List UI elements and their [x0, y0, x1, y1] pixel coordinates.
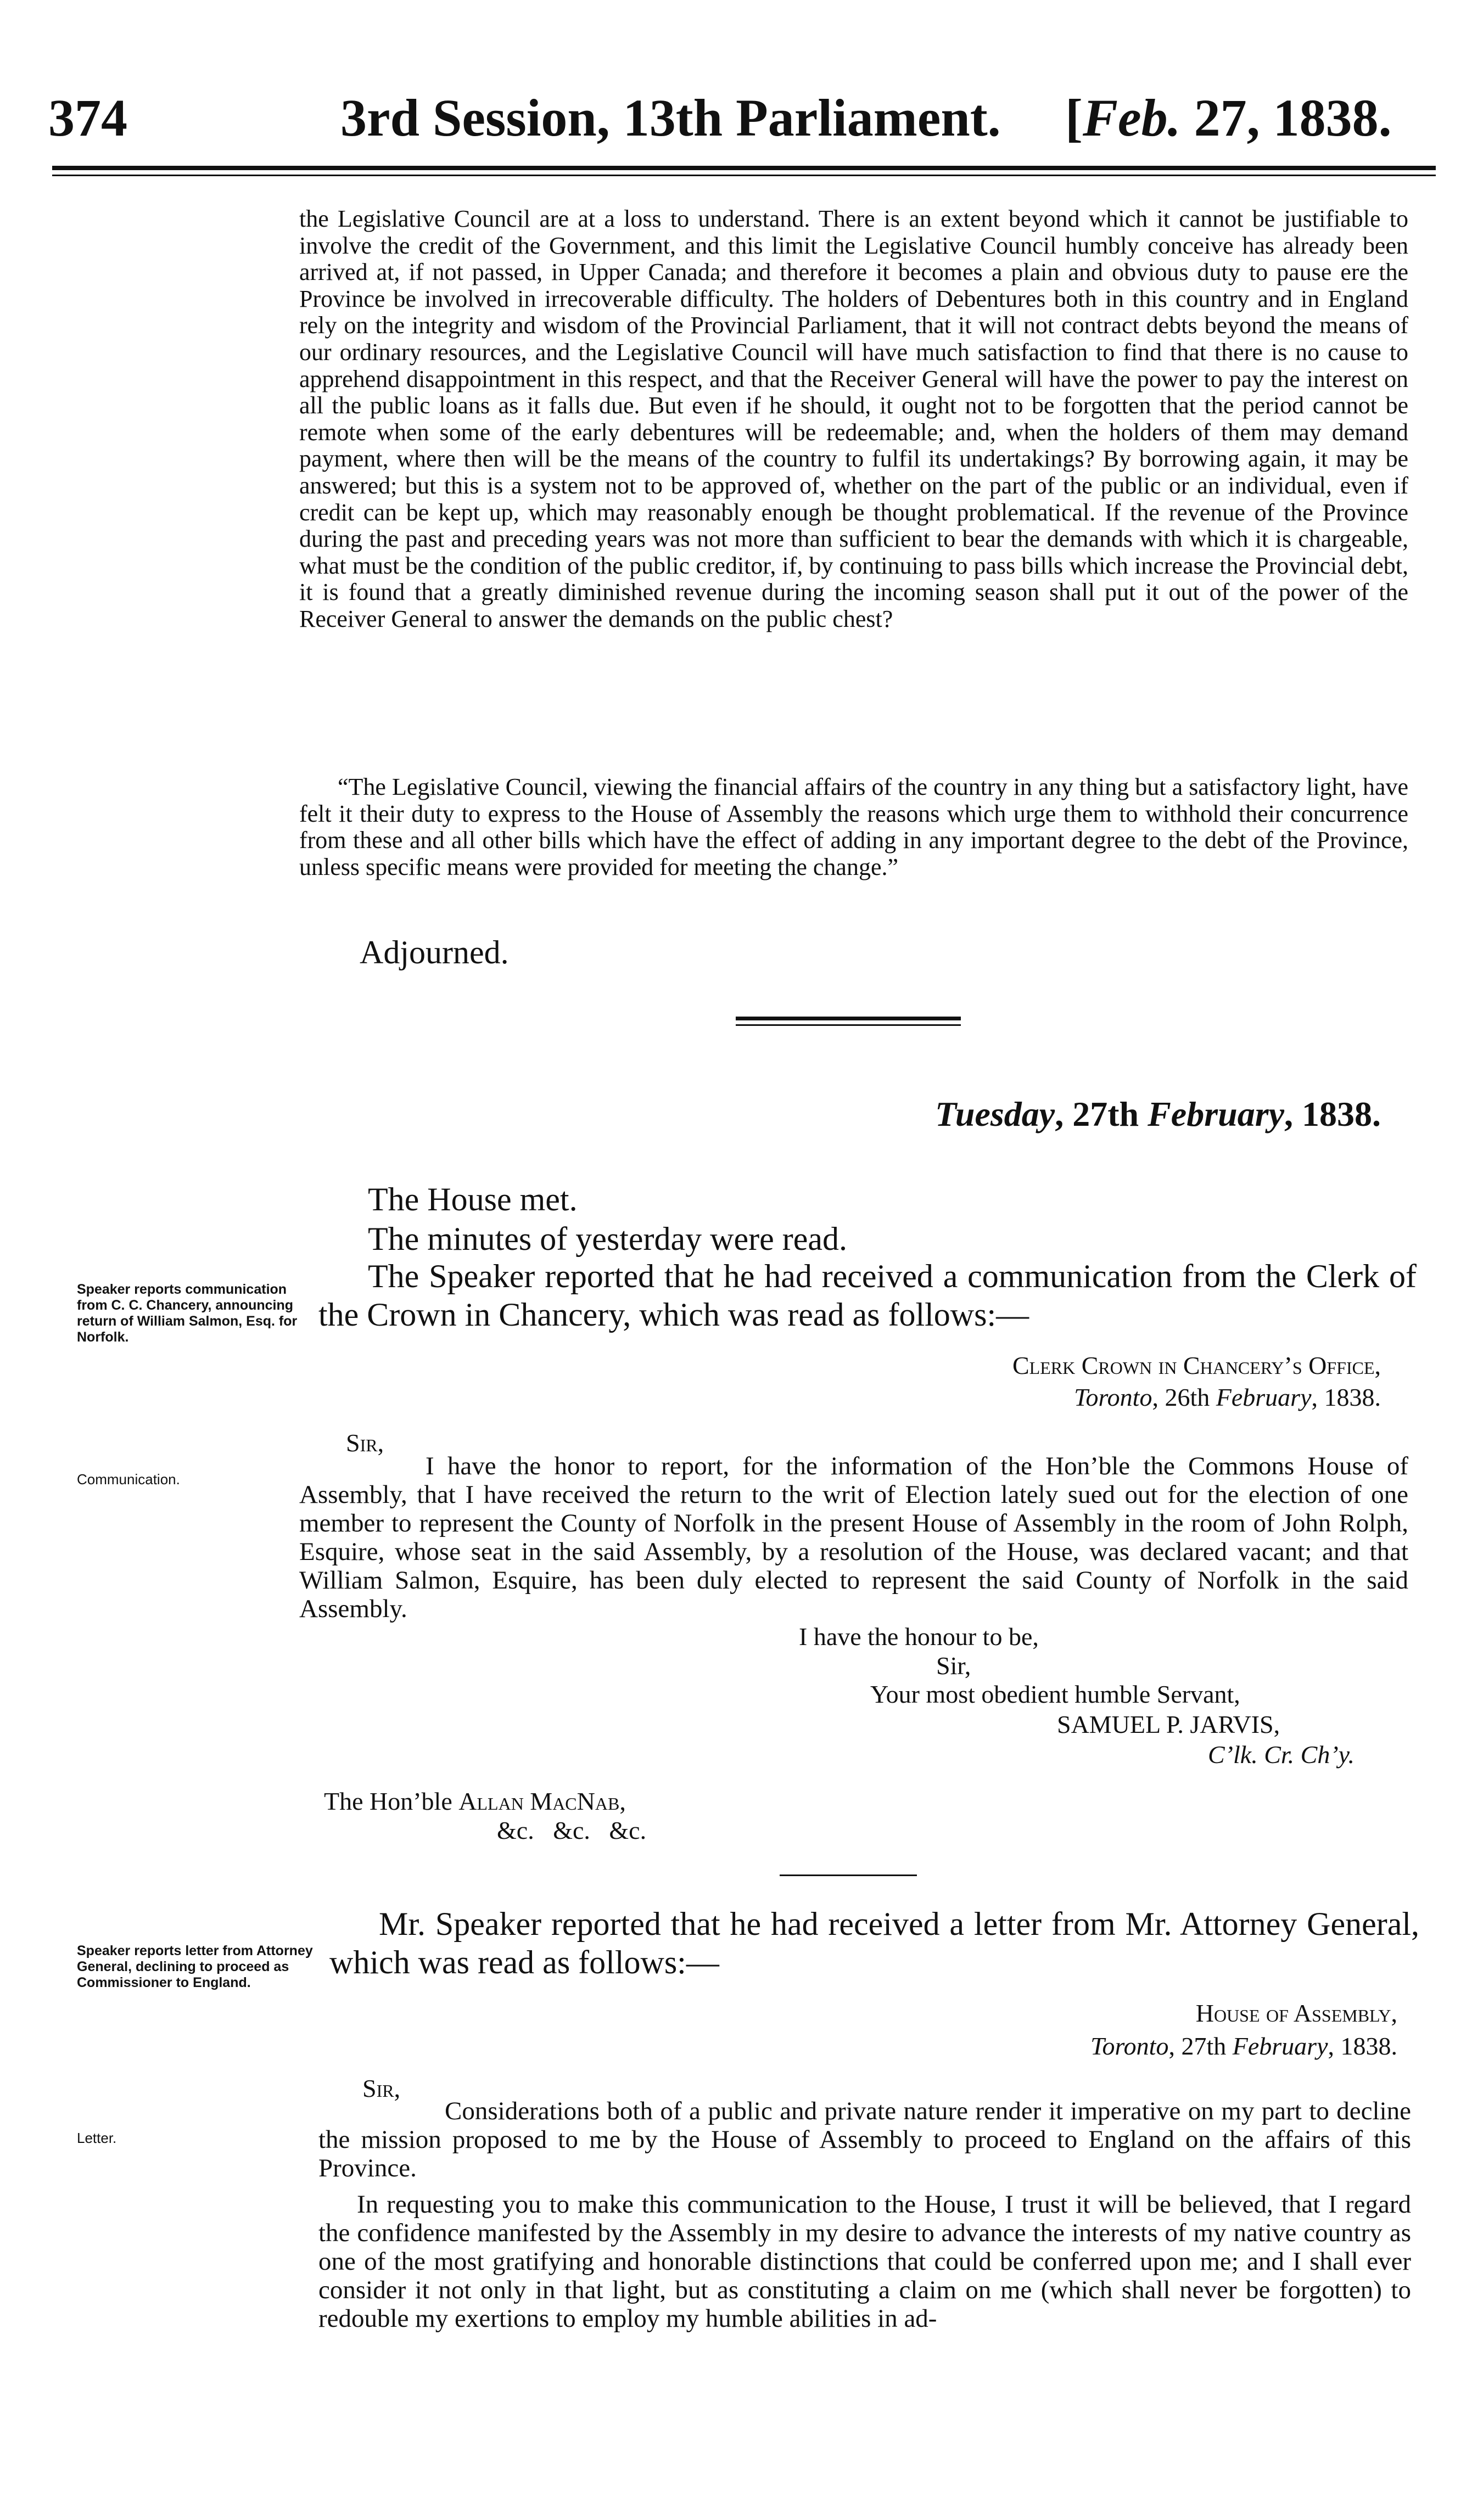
- header-rule-thick: [52, 166, 1436, 170]
- council-closing-paragraph: “The Legislative Council, viewing the financial affairs of the country in any thing but a satisfactory light, have felt it their duty to express to the House of Assembly the reasons which urge them to withhold their concurrence from these and all other bills which have the effect of adding in any important degree to the debt of the Province, unless specific means were provided for meeting the change.”: [299, 773, 1408, 880]
- header-date-rest: 27, 1838.: [1180, 88, 1392, 147]
- letter-salutation: Sir,: [362, 2074, 401, 2102]
- sitting-year: , 1838.: [1284, 1095, 1381, 1133]
- letter-place: Toronto: [1090, 2032, 1169, 2060]
- header-date-month: Feb.: [1082, 88, 1181, 147]
- communication-body: I have the honor to report, for the information of the Hon’ble the Commons House of Assembly, that I have received the return to the writ of Election lately sued out for the election of one member to represent the County of Norfolk in the present House of Assembly in the room of John Rolph, Esquire, whose seat in the said Assembly, by a resolution of the House, was declared vacant; and that William Salmon, Esquire, has been duly elected to represent the said County of Norfolk in the said Assembly.: [299, 1452, 1408, 1623]
- addressee-prefix: The Hon’ble: [324, 1787, 459, 1815]
- short-divider: [780, 1874, 917, 1876]
- letter-place-header: House of Assembly,: [1195, 1999, 1397, 2027]
- letter-date: [659, 2031, 1397, 2062]
- attorney-intro: Mr. Speaker reported that he had received a letter from Mr. Attorney General, which was read as follows:—: [329, 1906, 1419, 1980]
- signature-name: SAMUEL P. JARVIS,: [1057, 1710, 1280, 1738]
- sitting-date: [659, 1092, 1381, 1136]
- communication-office: Clerk Crown in Chancery’s Office,: [1012, 1351, 1381, 1379]
- closing-honour: I have the honour to be,: [799, 1623, 1039, 1651]
- communication-date-month: February: [1216, 1383, 1312, 1411]
- communication-date: [659, 1382, 1381, 1413]
- closing-servant: Your most obedient humble Servant,: [870, 1680, 1240, 1708]
- session-title: 3rd Session, 13th Parliament.: [340, 88, 1001, 147]
- communication-salutation: Sir,: [346, 1429, 384, 1457]
- sitting-date-mid: , 27th: [1055, 1095, 1148, 1133]
- page-number: 374: [48, 88, 127, 147]
- closing-sir: Sir,: [936, 1652, 971, 1680]
- letter-date-day: , 27th: [1168, 2032, 1233, 2060]
- header-rule-thin: [52, 175, 1436, 176]
- addressee-name: Allan MacNab,: [458, 1787, 626, 1815]
- adjourned: Adjourned.: [360, 934, 509, 970]
- margin-note-attorney: Speaker reports letter from Attorney General, declining to proceed as Commissioner to England.: [77, 1943, 313, 1990]
- addressee: [324, 1787, 626, 1816]
- letter-body-2: In requesting you to make this communication to the House, I trust it will be believed, that I regard the confidence manifested by the Assembly in my desire to advance the interests of my native country as one of the most gratifying and honorable distinctions that could be conferred upon me; and I shall ever consider it not only in that light, but as constituting a claim on me (which shall never be forgotten) to redouble my exertions to employ my humble abilities in ad-: [318, 2190, 1411, 2333]
- letter-body-1: Considerations both of a public and private nature render it imperative on my part to decline the mission proposed to me by the House of Assembly to proceed to England on the affairs of this Province.: [318, 2097, 1411, 2182]
- section-divider-thin: [736, 1024, 961, 1026]
- communication-place: Toronto: [1074, 1383, 1152, 1411]
- communication-date-year: , 1838.: [1311, 1383, 1381, 1411]
- letter-date-year: , 1838.: [1328, 2032, 1397, 2060]
- communication-date-day: , 26th: [1152, 1383, 1216, 1411]
- margin-note-return: Speaker reports communication from C. C. Chancery, announcing return of William Salmon, Esq. for Norfolk.: [77, 1282, 298, 1345]
- speaker-report: The Speaker reported that he had received a communication from the Clerk of the Crown in Chancery, which was read as follows:—: [318, 1258, 1417, 1333]
- signature-title: C’lk. Cr. Ch’y.: [1208, 1741, 1355, 1769]
- section-divider-thick: [736, 1017, 961, 1020]
- margin-note-letter: Letter.: [77, 2130, 117, 2146]
- council-paragraph: the Legislative Council are at a loss to understand. There is an extent beyond which it cannot be justifiable to involve the credit of the Government, and this limit the Legislative Council humbly conceive has already been arrived at, if not passed, in Upper Canada; and therefore it becomes a plain and obvious duty to pause ere the Province be involved in irrecoverable difficulty. The holders of Debentures both in this country and in England rely on the integrity and wisdom of the Provincial Parliament, that it will not contract debts beyond the means of our ordinary resources, and the Legislative Council will have much satisfaction to find that there is no cause to apprehend disappointment in this respect, and that the Receiver General will have the power to pay the interest on all the public loans as it falls due. But even if he should, it ought not to be forgotten that the period cannot be remote when some of the early debentures will be redeemable; and, when the holders of them may demand payment, where then will be the means of the country to fulfil its undertakings? By borrowing again, it may be answered; but this is a system not to be approved of, whether on the part of the public or an individual, even if credit can be kept up, which may reasonably enough be thought problematical. If the revenue of the Province during the past and preceding years was not more than sufficient to bear the demands with which it is chargeable, what must be the condition of the public creditor, if, by continuing to pass bills which increase the Provincial debt, it is found that a greatly diminished revenue during the incoming season shall put it out of the power of the Receiver General to answer the demands on the public chest?: [299, 205, 1408, 632]
- sitting-month: February: [1148, 1095, 1284, 1133]
- header-date-bracket: [: [1065, 88, 1083, 147]
- minutes-read: The minutes of yesterday were read.: [368, 1221, 847, 1257]
- house-met: The House met.: [368, 1181, 578, 1217]
- letter-date-month: February: [1232, 2032, 1328, 2060]
- sitting-day: Tuesday: [935, 1095, 1055, 1133]
- header-date: [1065, 82, 1392, 154]
- margin-note-communication: Communication.: [77, 1471, 180, 1488]
- addressee-etc: &c. &c. &c.: [497, 1816, 647, 1844]
